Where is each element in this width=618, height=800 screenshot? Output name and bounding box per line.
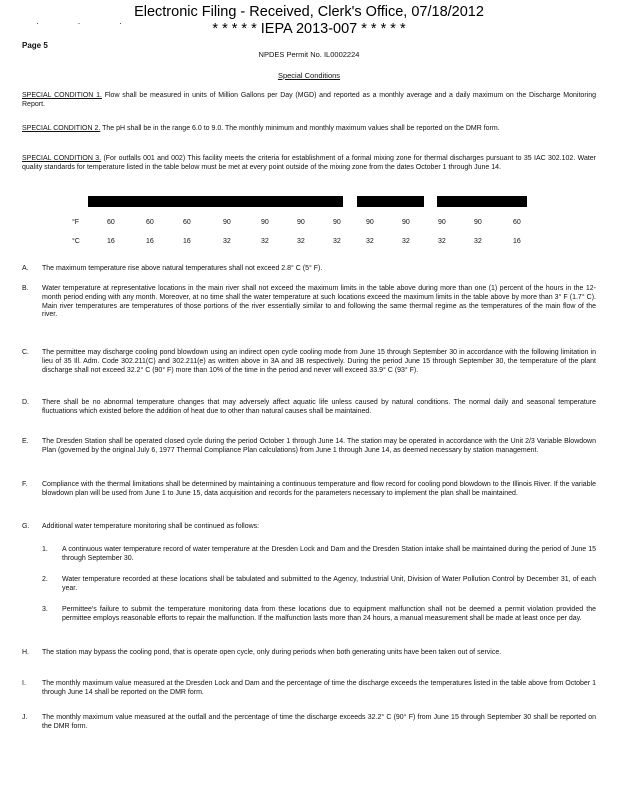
item-text: The monthly maximum value measured at the Dresden Lock and Dam and the percentage of time the discharge exceeds the temperatures listed in the table above from October 1 through June 14 shall be reported on the DMR form. xyxy=(42,680,596,696)
temp-cell: 32 xyxy=(223,238,231,245)
page-number: Page 5 xyxy=(22,41,48,50)
item-text: The maximum temperature rise above natural temperatures shall not exceed 2.8° C (5° F). xyxy=(42,265,323,272)
item-i xyxy=(22,680,596,698)
item-letter: I. xyxy=(22,680,26,687)
item-e xyxy=(22,438,596,456)
item-text: The Dresden Station shall be operated closed cycle during the period October 1 through June 14. The station may be operated in accordance with the Unit 2/3 Variable Blowdown Plan (governed by the original July 6, 1977 Thermal Compliance Plan calculations) from June 1 through June 14, as deemed necessary by station management. xyxy=(42,438,596,454)
special-condition-2 xyxy=(22,125,596,134)
item-text: Additional water temperature monitoring shall be continued as follows: xyxy=(42,523,260,530)
item-letter: J. xyxy=(22,714,28,721)
permit-number: NPDES Permit No. IL0002224 xyxy=(258,50,360,59)
temp-cell: 90 xyxy=(333,219,341,226)
item-f xyxy=(22,481,596,499)
redaction-bar xyxy=(88,196,343,207)
temp-cell: 32 xyxy=(474,238,482,245)
temp-cell: 90 xyxy=(223,219,231,226)
temp-cell: 60 xyxy=(183,219,191,226)
condition-text: (For outfalls 001 and 002) This facility meets the criteria for establishment of a formal mixing zone for thermal discharges pursuant to 35 IAC 302.102. Water quality standards for temperature listed in the table below must be met at every point outside of the mixing zone from the dates October 1 through June 14. xyxy=(22,155,597,171)
item-letter: F. xyxy=(22,481,28,488)
page-title: Special Conditions xyxy=(277,71,341,80)
temp-cell: 60 xyxy=(107,219,115,226)
item-a xyxy=(22,265,596,274)
item-letter: D. xyxy=(22,399,29,406)
temp-cell: 90 xyxy=(366,219,374,226)
condition-text: Flow shall be measured in units of Million Gallons per Day (MGD) and reported as a monthly average and a daily maximum on the Discharge Monitoring Report. xyxy=(22,92,596,108)
sub-item-number: 3. xyxy=(42,606,48,613)
item-b xyxy=(22,285,596,320)
temp-cell: 90 xyxy=(297,219,305,226)
condition-label: SPECIAL CONDITION 3. xyxy=(22,155,102,162)
item-letter: H. xyxy=(22,649,29,656)
temp-cell: 32 xyxy=(261,238,269,245)
item-h xyxy=(22,649,596,658)
item-letter: E. xyxy=(22,438,29,445)
condition-label: SPECIAL CONDITION 1. xyxy=(22,92,102,99)
redaction-bar xyxy=(357,196,424,207)
item-text: Compliance with the thermal limitations shall be determined by maintaining a continuous temperature and flow record for cooling pond blowdown to the Illinois River. If the variable blowdown plan will be used from June 1 to June 15, data acquisition and records for the parameters necessary to implement the plan shall be maintained. xyxy=(42,481,596,497)
temp-cell: 32 xyxy=(402,238,410,245)
sub-item-1 xyxy=(42,546,596,564)
sub-item-2 xyxy=(42,576,596,594)
fahrenheit-label: °F xyxy=(72,219,80,226)
sub-item-text: Water temperature recorded at these locations shall be tabulated and submitted to the Agency, Industrial Unit, Division of Water Pollution Control by December 31, of each year. xyxy=(62,576,596,592)
temp-cell: 32 xyxy=(366,238,374,245)
item-c xyxy=(22,349,596,375)
item-letter: C. xyxy=(22,349,29,356)
special-condition-1 xyxy=(22,92,596,110)
item-text: The permittee may discharge cooling pond blowdown using an indirect open cycle cooling mode from June 15 through September 30 in accordance with the following limitation in lieu of 35 Ill. Adm. Code 302.211(C) and 302.211(e) as written above in 3A and 3B respectively. During the period June 15 through September 30, the temperature of the plant discharge shall not exceed 32.2° C (90° F) more than 10% of the time in the period and never will exceed 33.9° C (93° F). xyxy=(42,349,596,374)
item-text: There shall be no abnormal temperature changes that may adversely affect aquatic life unless caused by natural conditions. The normal daily and seasonal temperature fluctuations which existed before the addition of heat due to other than natural causes shall be maintained. xyxy=(42,399,596,415)
item-letter: A. xyxy=(22,265,29,272)
sub-item-number: 1. xyxy=(42,546,48,553)
temp-cell: 16 xyxy=(513,238,521,245)
celsius-label: °C xyxy=(72,238,80,245)
filing-stamp-line-2: * * * * * IEPA 2013-007 * * * * * xyxy=(212,21,406,37)
item-text: Water temperature at representative locations in the main river shall not exceed the maximum limits in the table above during more than one (1) percent of the hours in the 12-month period ending with any month. Moreover, at no time shall the water temperature at such locations exceed the maximum limits in the table above by more than 3° F (1.7° C). Main river temperatures are temperatures of those portions of the river essentially similar to and following the same thermal regime as the temperatures of the main flow of the river. xyxy=(42,285,596,319)
temp-cell: 32 xyxy=(333,238,341,245)
condition-label: SPECIAL CONDITION 2. xyxy=(22,125,101,132)
temp-cell: 90 xyxy=(438,219,446,226)
temp-cell: 16 xyxy=(183,238,191,245)
temp-cell: 32 xyxy=(297,238,305,245)
sub-item-number: 2. xyxy=(42,576,48,583)
sub-item-text: Permittee's failure to submit the temperature monitoring data from these locations due to equipment malfunction shall not be deemed a permit violation provided the permittee employs reasonable efforts to repair the malfunction. If the malfunction lasts more than 24 hours, a manual measurement shall be made at least once per day. xyxy=(62,606,596,622)
item-text: The monthly maximum value measured at the outfall and the percentage of time the discharge exceeds 32.2° C (90° F) from June 15 through September 30 shall be reported on the DMR form. xyxy=(42,714,596,730)
item-g xyxy=(22,523,596,532)
item-letter: B. xyxy=(22,285,29,292)
item-letter: G. xyxy=(22,523,30,530)
temp-cell: 60 xyxy=(513,219,521,226)
condition-text: The pH shall be in the range 6.0 to 9.0. The monthly minimum and monthly maximum values shall be reported on the DMR form. xyxy=(102,125,500,132)
filing-stamp-line-1: Electronic Filing - Received, Clerk's Office, 07/18/2012 xyxy=(134,4,484,20)
temp-cell: 90 xyxy=(261,219,269,226)
sub-item-3 xyxy=(42,606,596,624)
temp-cell: 16 xyxy=(146,238,154,245)
sub-item-text: A continuous water temperature record of water temperature at the Dresden Lock and Dam and the Dresden Station intake shall be maintained during the period of June 15 through September 30. xyxy=(62,546,596,562)
temp-cell: 16 xyxy=(107,238,115,245)
item-d xyxy=(22,399,596,417)
item-text: The station may bypass the cooling pond, that is operate open cycle, only during periods when both generating units have been taken out of service. xyxy=(42,649,502,656)
temp-cell: 90 xyxy=(474,219,482,226)
temp-cell: 60 xyxy=(146,219,154,226)
scan-specks: · · · xyxy=(36,18,140,28)
temp-cell: 32 xyxy=(438,238,446,245)
item-j xyxy=(22,714,596,732)
temp-cell: 90 xyxy=(402,219,410,226)
special-condition-3 xyxy=(22,155,596,173)
redaction-bar xyxy=(437,196,527,207)
